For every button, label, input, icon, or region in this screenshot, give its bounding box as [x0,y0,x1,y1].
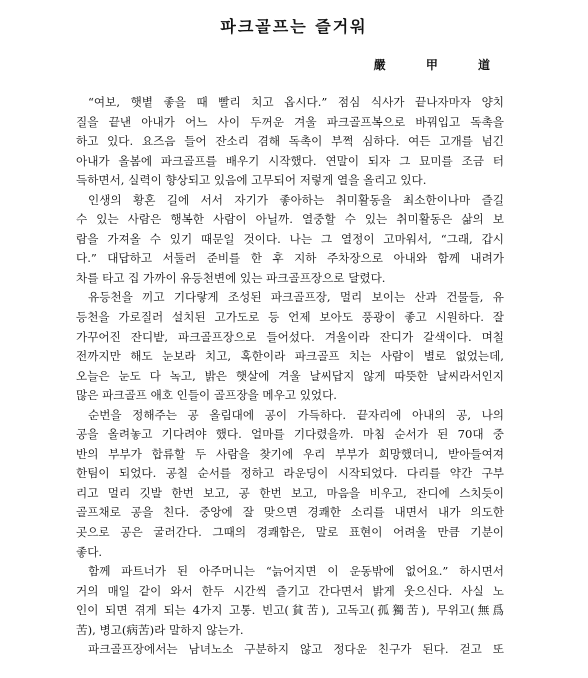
essay-line: 차를 타고 집 가까이 유등천변에 있는 파크골프장으로 달렸다. [76,270,386,285]
essay-line: 득하면서, 실력이 향상되고 있음에 고무되어 저렇게 열을 올리고 있다. [76,173,427,188]
essay-line: 람을 가져올 수 있기 때문일 것이다. 나는 그 열정이 고마워서, “그래, 갑시 [76,231,504,246]
essay-line: 순번을 정해주는 공 올림대에 공이 가득하다. 끝자리에 아내의 공, 나의 [88,407,504,422]
author-name: 嚴 甲 道 [373,58,508,72]
essay-body [76,93,504,660]
essay-line: 거의 매일 같이 와서 한두 시간씩 즐기고 간다면서 밝게 웃으신다. 사실 노 [76,583,504,598]
essay-line: 가꾸어진 잔디밭, 파크골프장으로 들어섰다. 겨울이라 잔디가 갈색이다. 며칠 [76,329,504,344]
document-title: 파크골프는 즐거워 [220,17,368,36]
essay-line: 다.” 대답하고 서둘러 준비를 한 후 지하 주차장으로 아내와 함께 내려가 [76,251,504,266]
essay-line: 하고 있다. 요즈음 들어 잔소리 겸해 독촉이 부쩍 심하다. 여든 고개를 넘긴 [76,134,504,149]
essay-line: 함께 파트너가 된 아주머니는 “늙어지면 이 운동밖에 없어요.” 하시면서 [88,564,504,579]
essay-line: 전까지만 해도 눈보라 치고, 혹한이라 파크골프 치는 사람이 별로 없었는데, [76,349,504,364]
essay-line: 인이 되면 겪게 되는 4가지 고통. 빈고(貧苦), 고독고(孤獨苦), 무위고(無爲 [76,603,504,618]
essay-line: 골프채로 공을 친다. 중앙에 잘 맞으면 경쾌한 소리를 내면서 내가 의도한 [76,505,504,520]
essay-line: 곳으로 공은 굴러간다. 그때의 경쾌함은, 말로 표현이 어려울 만큼 기분이 [76,525,504,540]
essay-line: 수 있는 사람은 행복한 사람이 아닐까. 열중할 수 있는 취미활동은 삶의 보 [76,212,504,227]
essay-line: 많은 파크골프 애호 인들이 골프장을 메우고 있었다. [76,388,337,403]
essay-line: 공을 올려놓고 기다려야 했다. 얼마를 기다렸을까. 마침 순서가 된 70대 중 [76,427,504,442]
essay-line: 등천을 가로질러 설치된 고가도로 등 언제 보아도 풍광이 좋고 시원하다. 잘 [76,310,504,325]
essay-line: 苦), 병고(病苦)라 말하지 않는가. [76,622,244,637]
essay-line: 좋다. [76,544,103,559]
essay-line: 인생의 황혼 길에 서서 자기가 좋아하는 취미활동을 최소한이나마 즐길 [88,192,504,207]
essay-line: 오늘은 눈도 다 녹고, 밝은 햇살에 겨울 날씨답지 않게 따뜻한 날씨라서인지 [76,368,504,383]
essay-line: 아내가 올봄에 파크골프를 배우기 시작했다. 연말이 되자 그 묘미를 조금 터 [76,153,504,168]
essay-line: “여보, 햇볕 좋을 때 빨리 치고 옵시다.” 점심 식사가 끝나자마자 양치 [88,95,504,109]
essay-line: 리고 멀리 깃발 한번 보고, 공 한번 보고, 마음을 비우고, 잔디에 스치듯이 [76,485,504,500]
essay-line: 반의 부부가 합류할 두 사람을 찾기에 우리 부부가 희망했더니, 받아들여져 [76,446,504,461]
essay-line: 질을 끝낸 아내가 어느 사이 두꺼운 겨울 파크골프복으로 바꿔입고 독촉을 [76,114,504,129]
essay-line: 유등천을 끼고 기다랗게 조성된 파크골프장, 멀리 보이는 산과 건물들, 유 [88,290,504,305]
essay-line: 한팀이 되었다. 공칠 순서를 정하고 라운딩이 시작되었다. 다리를 약간 구부 [76,466,504,481]
essay-line: 파크골프장에서는 남녀노소 구분하지 않고 정다운 친구가 된다. 걷고 또 [88,642,504,657]
